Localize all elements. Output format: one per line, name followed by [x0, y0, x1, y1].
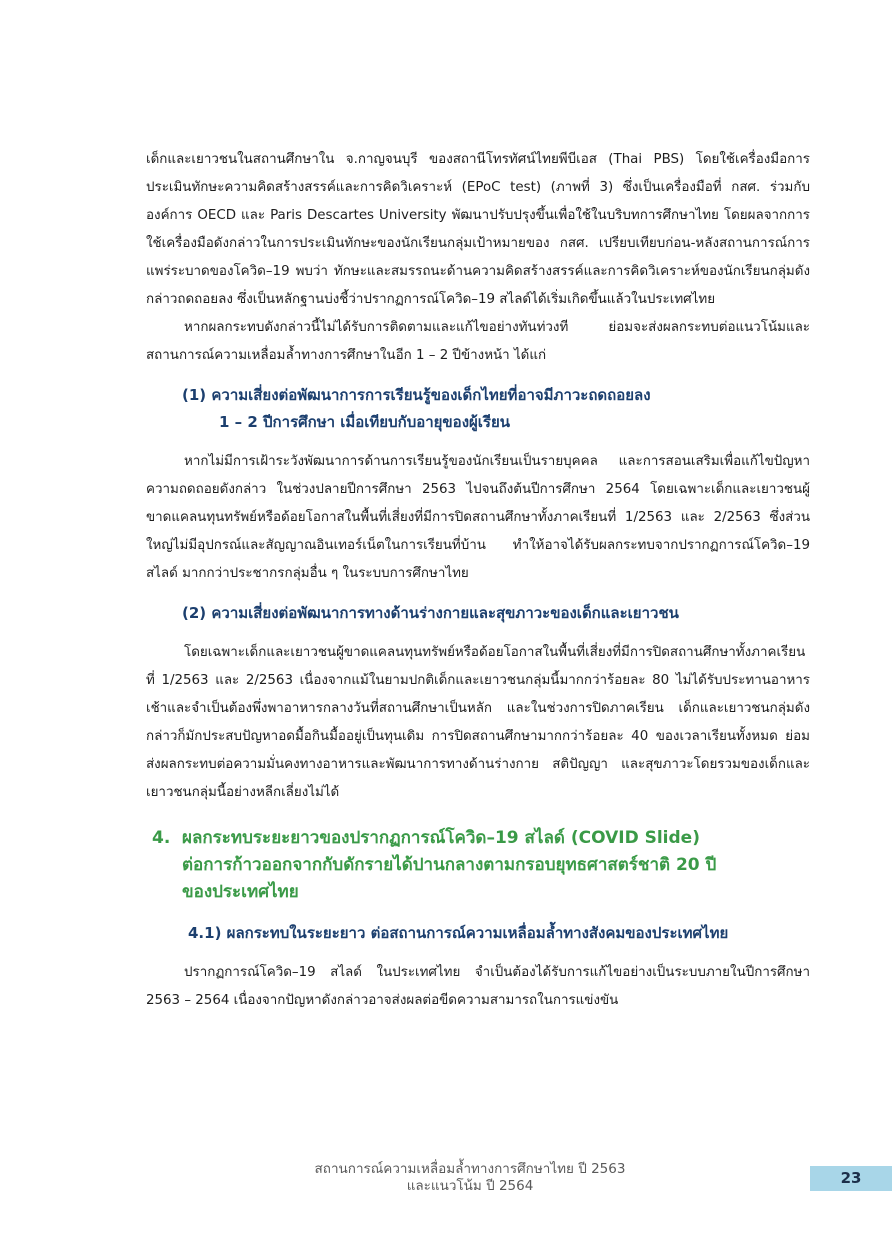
section-4-heading-line3: ของประเทศไทย	[182, 882, 299, 902]
spacer	[146, 370, 810, 382]
page-footer	[250, 1161, 690, 1195]
section-4-heading	[146, 825, 810, 906]
footer-title-line1: สถานการณ์ความเหลื่อมล้ำทางการศึกษาไทย ปี 2563	[314, 1161, 626, 1177]
section-4-heading-line2: ต่อการก้าวออกจากกับดักรายได้ปานกลางตามกรอบยุทธศาสตร์ชาติ 20 ปี	[182, 855, 717, 875]
spacer	[146, 627, 810, 639]
spacer	[146, 947, 810, 959]
page-number-tab: 23	[810, 1166, 892, 1191]
paragraph-intro: เด็กและเยาวชนในสถานศึกษาใน จ.กาญจนบุรี ของสถานีโทรทัศน์ไทยพีบีเอส (Thai PBS) โดยใช้เครื่องมือการประเมินทักษะความคิดสร้างสรรค์และการคิดวิเคราะห์ (EPoC test) (ภาพที่ 3) ซึ่งเป็นเครื่องมือที่ กสศ. ร่วมกับ องค์การ OECD และ Paris Descartes University พัฒนาปรับปรุงขึ้นเพื่อใช้ในบริบทการศึกษาไทย โดยผลจากการใช้เครื่องมือดังกล่าวในการประเมินทักษะของนักเรียนกลุ่มเป้าหมายของ กสศ. เปรียบเทียบก่อน-หลังสถานการณ์การแพร่ระบาดของโควิด–19 พบว่า ทักษะและสมรรถนะด้านความคิดสร้างสรรค์และการคิดวิเคราะห์ของนักเรียนกลุ่มดังกล่าวถดถอยลง ซึ่งเป็นหลักฐานบ่งชี้ว่าปรากฏการณ์โควิด–19 สไลด์ได้เริ่มเกิดขึ้นแล้วในประเทศไทย	[146, 152, 810, 307]
heading-learning-risk-line1: (1) ความเสี่ยงต่อพัฒนาการการเรียนรู้ของเด็กไทยที่อาจมีภาวะถดถอยลง	[182, 386, 651, 404]
heading-health-risk: (2) ความเสี่ยงต่อพัฒนาการทางด้านร่างกายและสุขภาวะของเด็กและเยาวชน	[182, 604, 679, 622]
spacer	[146, 807, 810, 825]
paragraph-impact-summary: หากผลกระทบดังกล่าวนี้ไม่ได้รับการติดตามและแก้ไขอย่างทันท่วงที ย่อมจะส่งผลกระทบต่อแนวโน้มและสถานการณ์ความเหลื่อมล้ำทางการศึกษาในอีก 1 – 2 ปีข้างหน้า ได้แก่	[146, 320, 810, 363]
paragraph-health-risk: โดยเฉพาะเด็กและเยาวชนผู้ขาดแคลนทุนทรัพย์หรือด้อยโอกาสในพื้นที่เสี่ยงที่มีการปิดสถานศึกษาทั้งภาคเรียนที่ 1/2563 และ 2/2563 เนื่องจากแม้ในยามปกติเด็กและเยาวชนกลุ่มนี้มากกว่าร้อยละ 80 ไม่ได้รับประทานอาหารเช้าและจำเป็นต้องพึ่งพาอาหารกลางวันที่สถานศึกษาเป็นหลัก และในช่วงการปิดภาคเรียน เด็กและเยาวชนกลุ่มดังกล่าวก็มักประสบปัญหาอดมื้อกินมื้ออยู่เป็นทุนเดิม การปิดสถานศึกษามากกว่าร้อยละ 40 ของเวลาเรียนทั้งหมด ย่อมส่งผลกระทบต่อความมั่นคงทางอาหารและพัฒนาการทางด้านร่างกาย สติปัญญา และสุขภาวะโดยรวมของเด็กและเยาวชนกลุ่มนี้อย่างหลีกเลี่ยงไม่ได้	[146, 645, 810, 800]
paragraph-long-term-impact: ปรากฏการณ์โควิด–19 สไลด์ ในประเทศไทย จำเป็นต้องได้รับการแก้ไขอย่างเป็นระบบภายในปีการศึกษา 2563 – 2564 เนื่องจากปัญหาดังกล่าวอาจส่งผลต่อขีดความสามารถในการแข่งขัน	[146, 965, 810, 1008]
spacer	[146, 906, 810, 920]
spacer	[146, 588, 810, 600]
section-4-heading-line1: ผลกระทบระยะยาวของปรากฏการณ์โควิด–19 สไลด์ (COVID Slide)	[182, 828, 700, 848]
spacer	[146, 436, 810, 448]
footer-title-line2: และแนวโน้ม ปี 2564	[406, 1178, 534, 1194]
paragraph-learning-risk: หากไม่มีการเฝ้าระวังพัฒนาการด้านการเรียนรู้ของนักเรียนเป็นรายบุคคล และการสอนเสริมเพื่อแก้ไขปัญหาความถดถอยดังกล่าว ในช่วงปลายปีการศึกษา 2563 ไปจนถึงต้นปีการศึกษา 2564 โดยเฉพาะเด็กและเยาวชนผู้ขาดแคลนทุนทรัพย์หรือด้อยโอกาสในพื้นที่เสี่ยงที่มีการปิดสถานศึกษาทั้งภาคเรียนที่ 1/2563 และ 2/2563 ซึ่งส่วนใหญ่ไม่มีอุปกรณ์และสัญญาณอินเทอร์เน็ตในการเรียนที่บ้าน ทำให้อาจได้รับผลกระทบจากปรากฏการณ์โควิด–19 สไลด์ มากกว่าประชากรกลุ่มอื่น ๆ ในระบบการศึกษาไทย	[146, 454, 810, 581]
page-content	[146, 146, 810, 1015]
heading-learning-risk-line2: 1 – 2 ปีการศึกษา เมื่อเทียบกับอายุของผู้เรียน	[219, 413, 511, 431]
section-4-number: 4.	[152, 828, 171, 848]
heading-learning-risk	[146, 382, 810, 436]
heading-4-1: 4.1) ผลกระทบในระยะยาว ต่อสถานการณ์ความเหลื่อมล้ำทางสังคมของประเทศไทย	[188, 924, 729, 942]
